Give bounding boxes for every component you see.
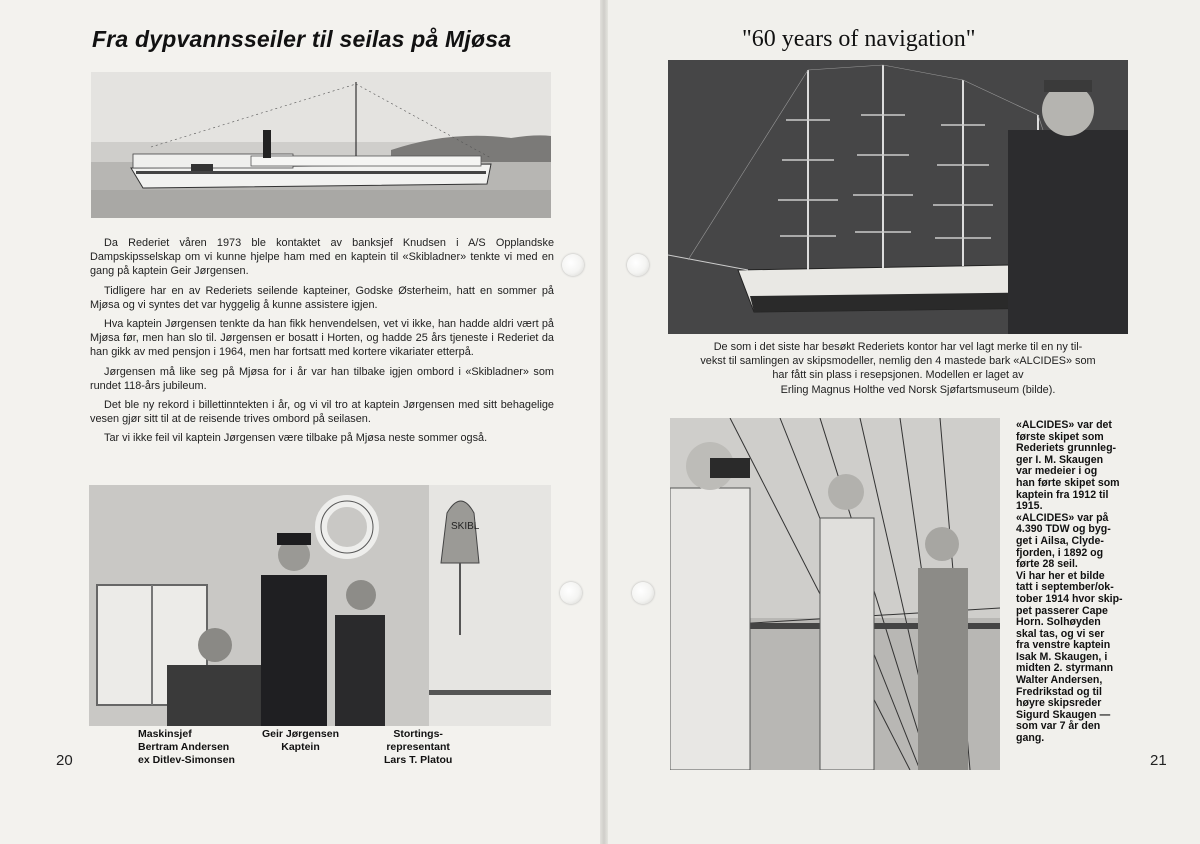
caption-representative: Stortings- representant Lars T. Platou	[384, 728, 453, 766]
text-line: førte 28 seil.	[1016, 558, 1078, 571]
text-line: «ALCIDES» var på	[1016, 511, 1109, 524]
text-line: ger I. M. Skaugen	[1016, 453, 1104, 466]
text-line: kaptein fra 1912 til	[1016, 488, 1109, 501]
text-line: pet passerer Cape	[1016, 604, 1108, 617]
caption-captain: Geir Jørgensen Kaptein	[262, 728, 340, 753]
text-line: som var 7 år den	[1016, 720, 1101, 733]
text-line: «ALCIDES» var det	[1016, 419, 1112, 431]
punch-hole	[627, 254, 649, 276]
text-line: var medeier i og	[1016, 465, 1098, 478]
paragraph: Da Rederiet våren 1973 ble kontaktet av banksjef Knudsen i A/S Opplandske Dampskipsselskap om vi kunne hjelpe ham med en kaptein til «Skibladner» tenkte vi med en gang på kaptein Geir Jørgensen.	[90, 237, 554, 278]
punch-hole	[562, 254, 584, 276]
caption-line: De som i det siste har besøkt Rederiets kontor har vel lagt merke til en ny til-	[713, 341, 1083, 353]
text-line: han førte skipet som	[1016, 476, 1120, 489]
crew-photo	[89, 485, 551, 726]
text-line: skal tas, og vi ser	[1016, 627, 1105, 640]
text-line: Horn. Solhøyden	[1016, 616, 1101, 629]
text-line: Vi har her et bilde	[1016, 569, 1105, 582]
punch-hole	[632, 582, 654, 604]
paragraph: Det ble ny rekord i billettinntekten i år, og vi vil tro at kaptein Jørgensen med sitt behagelige vesen gjør sitt til at de reisende trives ombord på seilasen.	[90, 399, 554, 426]
paragraph: Tar vi ikke feil vil kaptein Jørgensen være tilbake på Mjøsa neste sommer også.	[104, 432, 488, 445]
steamship-photo	[91, 72, 551, 218]
text-line: første skipet som	[1016, 430, 1104, 443]
text-line: fjorden, i 1892 og	[1016, 546, 1104, 559]
bell-lettering: SKIBL	[451, 521, 480, 532]
text-line: Walter Andersen,	[1016, 674, 1103, 687]
right-page-number: 21	[1150, 752, 1167, 769]
text-line: midten 2. styrmann	[1016, 662, 1114, 675]
caption-line: Erling Magnus Holthe ved Norsk Sjøfartsmuseum (bilde).	[780, 383, 1056, 396]
text-line: 1915.	[1016, 500, 1043, 513]
caption-chief-engineer: Maskinsjef Bertram Andersen ex Ditlev-Simonsen	[138, 728, 235, 766]
text-line: get i Ailsa, Clyde-	[1016, 534, 1104, 547]
text-line: Rederiets grunnleg-	[1016, 442, 1117, 455]
paragraph: Hva kaptein Jørgensen tenkte da han fikk henvendelsen, vet vi ikke, han hadde aldri vært på Mjøsa før, men han slo til. Jørgensen er bosatt i Horten, og hadde 25 års tjeneste i Rederiet da han gikk av med pensjon i 1964, men har fortsatt med kortere vikariater etterpå.	[90, 318, 554, 359]
text-line: fra venstre kaptein	[1016, 639, 1111, 652]
left-page-heading: Fra dypvannsseiler til seilas på Mjøsa	[92, 26, 512, 52]
left-page-number: 20	[56, 752, 73, 769]
text-line: 4.390 TDW og byg-	[1016, 523, 1111, 536]
caption-line: har fått sin plass i resepsjonen. Modellen er laget av	[772, 369, 1024, 382]
paragraph: Tidligere har en av Rederiets seilende kapteiner, Godske Østerheim, hatt en sommer på Mjøsa og vi syntes det var hyggelig å kunne assistere igjen.	[90, 284, 554, 311]
caption-line: vekst til samlingen av skipsmodeller, nemlig den 4 mastede bark «ALCIDES» som	[700, 355, 1096, 368]
text-line: tober 1914 hvor skip-	[1016, 592, 1123, 605]
text-line: Sigurd Skaugen —	[1016, 708, 1111, 721]
article-body	[90, 236, 554, 451]
text-line: Isak M. Skaugen, i	[1016, 650, 1108, 663]
text-line: tatt i september/ok-	[1016, 581, 1114, 594]
text-line: Fredrikstad og til	[1016, 685, 1102, 698]
ship-model-caption	[668, 340, 1128, 397]
alcides-text	[1016, 420, 1142, 745]
ship-model-photo	[668, 60, 1128, 334]
paragraph: Jørgensen må like seg på Mjøsa for i år var han tilbake igjen ombord i «Skibladner» som rundet 118-års jubileum.	[90, 365, 554, 392]
text-line: gang.	[1016, 732, 1045, 745]
cape-horn-photo	[670, 418, 1000, 770]
text-line: høyre skipsreder	[1016, 697, 1102, 710]
page-gutter	[600, 0, 608, 844]
punch-hole	[560, 582, 582, 604]
right-page-heading: "60 years of navigation"	[742, 26, 976, 52]
